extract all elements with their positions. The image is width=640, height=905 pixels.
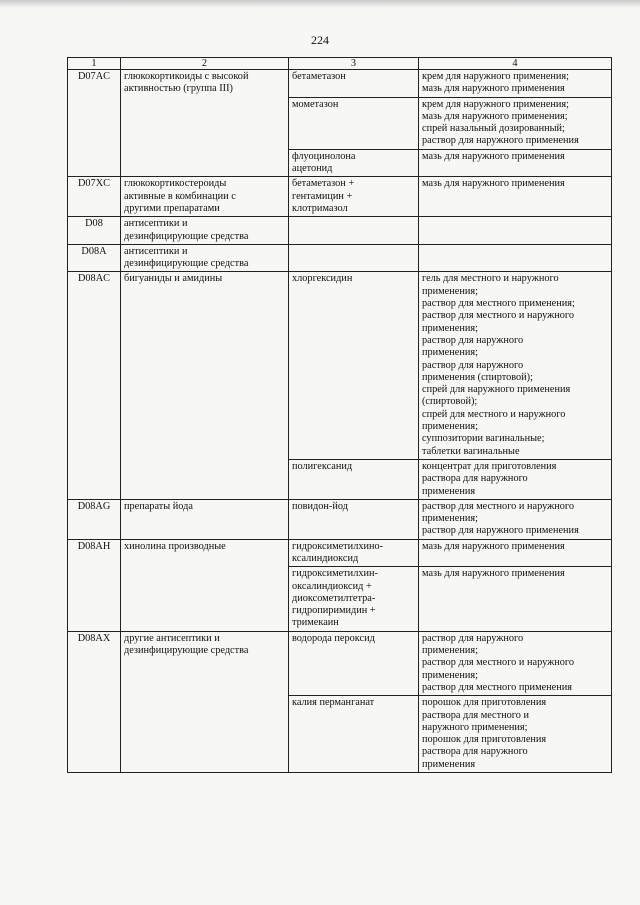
table-row xyxy=(68,499,612,539)
dosage-form-line: раствора для наружного xyxy=(422,746,528,758)
dosage-form-line: раствор для местного применения; xyxy=(422,298,575,310)
group-name-cell xyxy=(121,499,289,539)
substance-line: ксалиндиоксид xyxy=(292,552,359,564)
substance-line: тримекаин xyxy=(292,617,339,629)
substance-cell xyxy=(289,149,419,177)
substance-line: флуоцинолона xyxy=(292,150,356,162)
group-name-line: глюкокортикоиды с высокой xyxy=(124,71,249,82)
dosage-form-cell xyxy=(419,177,612,217)
substance-line: бетаметазон + xyxy=(292,178,355,190)
dosage-form-cell xyxy=(419,70,612,98)
group-name-line: антисептики и xyxy=(124,218,188,230)
group-name-cell xyxy=(121,70,289,177)
group-name-line: бигуаниды и амидины xyxy=(124,273,223,285)
dosage-form-line: применения xyxy=(422,485,476,497)
atc-code-cell xyxy=(68,499,121,539)
substance-line: гентамицин + xyxy=(292,190,353,202)
atc-code: D07AC xyxy=(77,71,111,82)
group-name-line: препараты йода xyxy=(124,500,193,512)
substance-line: калия перманганат xyxy=(292,697,375,709)
dosage-form-line: применения; xyxy=(422,513,478,525)
dosage-form-line: крем для наружного применения; xyxy=(422,98,570,110)
atc-code: D07XC xyxy=(77,178,111,190)
dosage-form-line: таблетки вагинальные xyxy=(422,445,520,457)
atc-code: D08 xyxy=(85,218,103,230)
atc-code-cell xyxy=(68,539,121,631)
substance-cell xyxy=(289,97,419,149)
substance-cell xyxy=(289,244,419,272)
dosage-form-cell xyxy=(419,272,612,459)
atc-code-cell xyxy=(68,217,121,245)
group-name-cell xyxy=(121,217,289,245)
dosage-form-line: порошок для приготовления xyxy=(422,697,547,709)
dosage-form-line: применения; xyxy=(422,669,478,681)
dosage-form-line: (спиртовой); xyxy=(422,396,478,408)
substance-line: оксалиндиоксид + xyxy=(292,580,372,592)
dosage-form-cell xyxy=(419,459,612,499)
column-number-4: 4 xyxy=(419,58,612,70)
dosage-form-line: гель для местного и наружного xyxy=(422,273,559,285)
group-name-cell xyxy=(121,631,289,772)
dosage-form-line: раствор для наружного xyxy=(422,632,524,644)
substance-cell xyxy=(289,459,419,499)
atc-code-cell xyxy=(68,631,121,772)
atc-code-cell xyxy=(68,272,121,499)
substance-cell xyxy=(289,631,419,695)
group-name-cell xyxy=(121,177,289,217)
dosage-form-line: применения; xyxy=(422,347,478,359)
dosage-form-line: раствор для местного применения xyxy=(422,681,572,693)
group-name-cell xyxy=(121,539,289,631)
group-name-line: активные в комбинации с xyxy=(124,190,236,202)
atc-code-cell xyxy=(68,244,121,272)
dosage-form-line: спрей назальный дозированный; xyxy=(422,123,565,135)
dosage-form-line: применения; xyxy=(422,285,478,297)
dosage-form-line: раствор для наружного применения xyxy=(422,525,579,537)
substance-cell xyxy=(289,272,419,459)
dosage-form-line: раствора для местного и xyxy=(422,709,529,721)
substance-line: полигексанид xyxy=(292,460,353,472)
table-row xyxy=(68,177,612,217)
medicines-table xyxy=(67,57,612,773)
dosage-form-line: мазь для наружного применения xyxy=(422,178,565,190)
dosage-form-cell xyxy=(419,217,612,245)
group-name-line: дезинфицирующие средства xyxy=(124,645,249,657)
table-row xyxy=(68,539,612,567)
dosage-form-line: концентрат для приготовления xyxy=(422,460,557,472)
substance-line: гидропиримидин + xyxy=(292,605,376,617)
atc-code: D08AX xyxy=(77,632,111,644)
dosage-form-line: мазь для наружного применения xyxy=(422,83,565,95)
page-number: 224 xyxy=(311,33,329,47)
column-number-3: 3 xyxy=(289,58,419,70)
atc-code-cell xyxy=(68,70,121,177)
group-name-line: дезинфицирующие средства xyxy=(124,258,249,270)
substance-line: водорода пероксид xyxy=(292,632,375,644)
substance-cell xyxy=(289,217,419,245)
dosage-form-line: применения xyxy=(422,758,476,770)
group-name-line: активностью (группа III) xyxy=(124,83,233,95)
group-name-line: антисептики и xyxy=(124,245,188,257)
dosage-form-line: раствора для наружного xyxy=(422,473,528,485)
dosage-form-line: применения; xyxy=(422,421,478,433)
atc-code: D08AC xyxy=(77,273,111,285)
dosage-form-line: наружного применения; xyxy=(422,721,528,733)
dosage-form-line: раствор для наружного xyxy=(422,359,524,371)
atc-code-cell xyxy=(68,177,121,217)
column-number-row xyxy=(68,58,612,70)
dosage-form-line: применения (спиртовой); xyxy=(422,371,533,383)
dosage-form-line: применения; xyxy=(422,322,478,334)
medicines-table-body xyxy=(68,58,612,773)
substance-cell xyxy=(289,70,419,98)
scan-edge-shadow xyxy=(0,0,640,8)
substance-line: бетаметазон xyxy=(292,71,346,82)
dosage-form-line: мазь для наружного применения; xyxy=(422,110,568,122)
substance-cell xyxy=(289,177,419,217)
substance-line: клотримазол xyxy=(292,202,348,214)
substance-cell xyxy=(289,696,419,773)
group-name-cell xyxy=(121,272,289,499)
dosage-form-line: спрей для местного и наружного xyxy=(422,408,566,420)
dosage-form-cell xyxy=(419,539,612,567)
substance-cell xyxy=(289,499,419,539)
dosage-form-line: мазь для наружного применения xyxy=(422,540,565,552)
atc-code: D08AH xyxy=(77,540,111,552)
table-row xyxy=(68,631,612,695)
dosage-form-line: раствор для местного и наружного xyxy=(422,500,574,512)
dosage-form-cell xyxy=(419,567,612,631)
table-row xyxy=(68,244,612,272)
group-name-line: дезинфицирующие средства xyxy=(124,230,249,242)
group-name-line: хинолина производные xyxy=(124,540,226,552)
substance-line: повидон-йод xyxy=(292,500,348,512)
dosage-form-line: порошок для приготовления xyxy=(422,734,547,746)
dosage-form-line: мазь для наружного применения xyxy=(422,150,565,162)
dosage-form-line: раствор для наружного применения xyxy=(422,135,579,147)
column-number-2: 2 xyxy=(121,58,289,70)
dosage-form-line: раствор для местного и наружного xyxy=(422,657,574,669)
substance-line: диоксометилтетра- xyxy=(292,592,376,604)
dosage-form-line: применения; xyxy=(422,645,478,657)
substance-line: ацетонид xyxy=(292,163,333,175)
atc-code: D08AG xyxy=(77,500,111,512)
dosage-form-line: мазь для наружного применения xyxy=(422,568,565,580)
substance-line: гидроксиметилхин- xyxy=(292,568,378,580)
group-name-line: другие антисептики и xyxy=(124,632,220,644)
dosage-form-line: раствор для наружного xyxy=(422,334,524,346)
group-name-line: глюкокортикостероиды xyxy=(124,178,227,190)
dosage-form-cell xyxy=(419,244,612,272)
dosage-form-cell xyxy=(419,149,612,177)
dosage-form-cell xyxy=(419,499,612,539)
dosage-form-cell xyxy=(419,97,612,149)
substance-cell xyxy=(289,539,419,567)
column-number-1: 1 xyxy=(68,58,121,70)
dosage-form-line: спрей для наружного применения xyxy=(422,384,571,396)
dosage-form-cell xyxy=(419,696,612,773)
dosage-form-cell xyxy=(419,631,612,695)
substance-cell xyxy=(289,567,419,631)
dosage-form-line: раствор для местного и наружного xyxy=(422,310,574,322)
dosage-form-line: суппозитории вагинальные; xyxy=(422,433,545,445)
substance-line: гидроксиметилхино- xyxy=(292,540,384,552)
table-row xyxy=(68,272,612,459)
atc-code: D08A xyxy=(81,245,107,257)
substance-line: хлоргексидин xyxy=(292,273,353,285)
dosage-form-line: крем для наружного применения; xyxy=(422,71,570,82)
table-row xyxy=(68,217,612,245)
group-name-line: другими препаратами xyxy=(124,202,220,214)
table-row xyxy=(68,70,612,98)
substance-line: мометазон xyxy=(292,98,339,110)
group-name-cell xyxy=(121,244,289,272)
